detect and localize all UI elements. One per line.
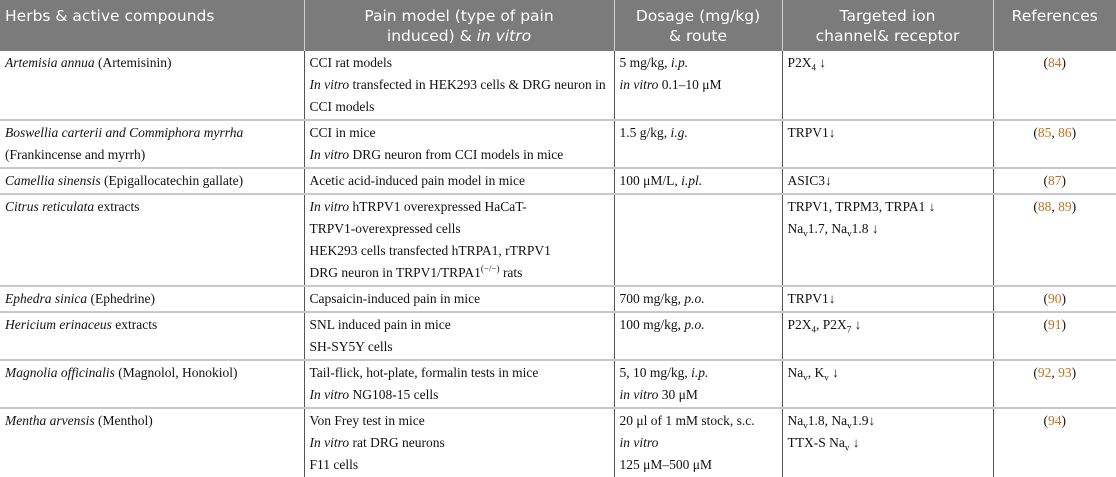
herb-cell: Boswellia carterii and Commiphora myrrha (Frankincense and myrrh) — [0, 120, 304, 168]
channel-cell: ASIC3↓ — [782, 168, 993, 194]
reference-link[interactable]: 88 — [1037, 199, 1052, 214]
dosage-cell: 20 μl of 1 mM stock, s.c. in vitro 125 μM–500 μM — [614, 408, 782, 477]
reference-link[interactable]: 87 — [1048, 173, 1062, 188]
reference-link[interactable]: 90 — [1048, 291, 1062, 306]
header-references: References — [993, 0, 1116, 51]
reference-link[interactable]: 94 — [1048, 413, 1062, 428]
table-row — [0, 194, 1116, 286]
table-row — [0, 312, 1116, 360]
references-cell: (88, 89) — [993, 194, 1116, 286]
dosage-cell: 100 μM/L, i.pl. — [614, 168, 782, 194]
channel-cell: TRPV1↓ — [782, 120, 993, 168]
header-pain-model: Pain model (type of pain induced) & in vitro — [304, 0, 614, 51]
reference-link[interactable]: 84 — [1048, 55, 1062, 70]
herb-cell: Mentha arvensis (Menthol) — [5, 413, 153, 428]
reference-link[interactable]: 92 — [1037, 365, 1052, 380]
pain-model-cell: Capsaicin-induced pain in mice — [304, 286, 614, 312]
header-channel: Targeted ion channel& receptor — [782, 0, 993, 51]
references-cell: (85, 86) — [993, 120, 1116, 168]
dosage-cell — [614, 194, 782, 286]
references-cell: (87) — [993, 168, 1116, 194]
channel-cell: $P2X_4$, $P2X_7$ ↓ — [782, 312, 993, 360]
references-cell: (92, 93) — [993, 360, 1116, 408]
pain-model-cell: SNL induced pain in mice SH-SY5Y cells — [304, 312, 614, 360]
herb-cell: Camellia sinensis (Epigallocatechin gallate) — [0, 168, 304, 194]
pain-model-cell: In vitro hTRPV1 overexpressed HaCaT- TRPV1-overexpressed cells HEK293 cells transfected hTRPA1, rTRPV1 DRG neuron in TRPV1/TRPA1(−/−) rats — [304, 194, 614, 286]
channel-cell: $Na_v$, $K_v$ ↓ — [782, 360, 993, 408]
channel-cell: $Na_v1.8$, $Na_v1.9↓$ TTX-S $Na_v$ ↓ — [782, 408, 993, 477]
table-row — [0, 286, 1116, 312]
pain-model-cell: Tail-flick, hot-plate, formalin tests in mice In vitro NG108-15 cells — [304, 360, 614, 408]
table-row — [0, 168, 1116, 194]
herb-cell: Citrus reticulata extracts — [0, 194, 304, 286]
dosage-cell: 700 mg/kg, p.o. — [614, 286, 782, 312]
table-row — [0, 120, 1116, 168]
dosage-cell: 5 mg/kg, i.p. in vitro 0.1–10 μM — [614, 51, 782, 120]
dosage-cell: 5, 10 mg/kg, i.p. in vitro 30 μM — [614, 360, 782, 408]
herb-cell: Artemisia annua (Artemisinin) — [0, 51, 304, 120]
table-row — [0, 408, 1116, 477]
reference-link[interactable]: 89 — [1058, 199, 1072, 214]
dosage-cell: 1.5 g/kg, i.g. — [614, 120, 782, 168]
reference-link[interactable]: 91 — [1048, 317, 1062, 332]
header-row — [0, 0, 1116, 51]
channel-cell: TRPV1↓ — [782, 286, 993, 312]
herb-cell: Magnolia officinalis (Magnolol, Honokiol) — [0, 360, 304, 408]
dosage-cell: 100 mg/kg, p.o. — [614, 312, 782, 360]
pain-model-cell: CCI in mice In vitro DRG neuron from CCI models in mice — [304, 120, 614, 168]
pain-model-cell: Acetic acid-induced pain model in mice — [304, 168, 614, 194]
header-herbs: Herbs & active compounds — [0, 0, 304, 51]
header-dosage: Dosage (mg/kg) & route — [614, 0, 782, 51]
references-cell: (90) — [993, 286, 1116, 312]
table-row — [0, 360, 1116, 408]
references-cell: (91) — [993, 312, 1116, 360]
reference-link[interactable]: 93 — [1058, 365, 1072, 380]
references-cell: (84) — [993, 51, 1116, 120]
reference-link[interactable]: 86 — [1058, 125, 1072, 140]
pain-model-cell: Von Frey test in mice In vitro rat DRG neurons F11 cells — [304, 408, 614, 477]
references-cell: (94) — [993, 408, 1116, 477]
herb-cell: Hericium erinaceus extracts — [0, 312, 304, 360]
reference-link[interactable]: 85 — [1037, 125, 1052, 140]
table-row — [0, 51, 1116, 120]
channel-cell: $P2X_4$ ↓ — [782, 51, 993, 120]
channel-cell: TRPV1, TRPM3, TRPA1 ↓ $Na_v1.7$, $Na_v1.8$ ↓ — [782, 194, 993, 286]
herb-cell: Ephedra sinica (Ephedrine) — [0, 286, 304, 312]
pain-model-cell: CCI rat models In vitro transfected in HEK293 cells & DRG neuron in CCI models — [304, 51, 614, 120]
